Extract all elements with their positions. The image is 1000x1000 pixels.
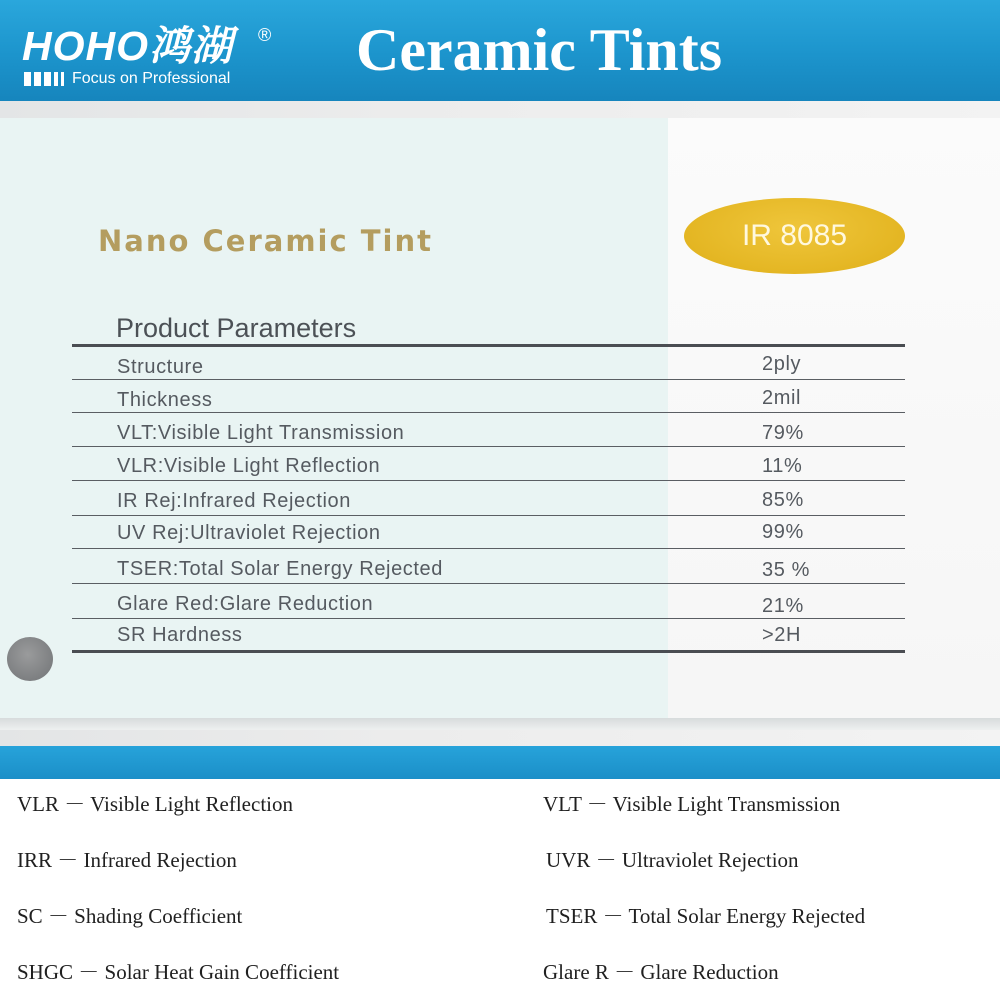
param-value: 2mil <box>762 387 802 409</box>
card-edge <box>0 718 1000 730</box>
param-value: 85% <box>762 489 804 511</box>
param-label: VLR:Visible Light Reflection <box>117 455 381 477</box>
glossary-item: TSER － Total Solar Energy Rejected <box>546 904 866 928</box>
param-divider <box>72 379 905 380</box>
registered-mark: ® <box>258 25 272 45</box>
param-value: 11% <box>762 455 803 477</box>
page-title: Ceramic Tints <box>356 17 723 83</box>
glossary-item: VLT － Visible Light Transmission <box>543 792 841 816</box>
param-label: Structure <box>117 356 204 378</box>
glossary-item: IRR － Infrared Rejection <box>17 848 237 872</box>
param-label: IR Rej:Infrared Rejection <box>117 490 351 512</box>
punch-hole <box>7 637 53 681</box>
param-divider <box>72 446 905 447</box>
param-value: 99% <box>762 521 804 543</box>
params-heading: Product Parameters <box>116 313 357 343</box>
param-value: >2H <box>762 624 802 646</box>
param-value: 35 % <box>762 559 810 581</box>
param-label: Glare Red:Glare Reduction <box>117 593 374 615</box>
param-label: UV Rej:Ultraviolet Rejection <box>117 522 381 544</box>
param-label: SR Hardness <box>117 624 243 646</box>
param-label: TSER:Total Solar Energy Rejected <box>117 558 444 580</box>
param-value: 21% <box>762 595 804 617</box>
param-label: Thickness <box>117 389 213 411</box>
param-divider <box>72 548 905 549</box>
params-bottom-rule <box>72 650 905 653</box>
brand-logo: HOHO鸿湖 <box>22 23 233 69</box>
glossary-item: UVR － Ultraviolet Rejection <box>546 848 799 872</box>
param-divider <box>72 583 905 584</box>
glossary-item: SC － Shading Coefficient <box>17 904 243 928</box>
param-divider <box>72 480 905 481</box>
model-badge-label: IR 8085 <box>741 219 848 252</box>
param-divider <box>72 412 905 413</box>
header-banner <box>0 0 1000 101</box>
param-value: 79% <box>762 422 804 444</box>
glossary-item: SHGC － Solar Heat Gain Coefficient <box>17 960 340 984</box>
product-title: Nano Ceramic Tint <box>98 224 434 258</box>
model-badge <box>684 198 905 274</box>
glossary-item: Glare R － Glare Reduction <box>543 960 779 984</box>
logo-bars-icon <box>24 72 68 86</box>
glossary-item: VLR － Visible Light Reflection <box>17 792 293 816</box>
param-value: 2ply <box>762 353 802 375</box>
divider-band <box>0 746 1000 779</box>
brand-tagline: Focus on Professional <box>72 70 231 87</box>
param-label: VLT:Visible Light Transmission <box>117 422 405 444</box>
